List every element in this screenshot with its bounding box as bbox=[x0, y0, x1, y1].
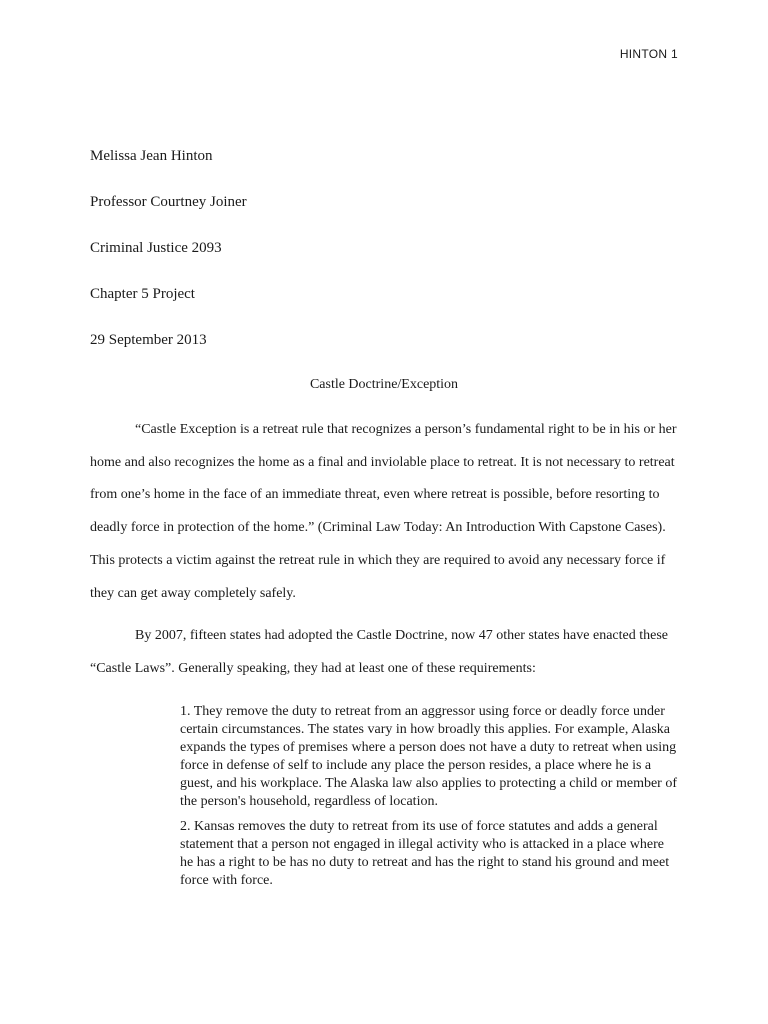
paper-title: Castle Doctrine/Exception bbox=[309, 377, 459, 392]
running-head: HINTON 1 bbox=[619, 47, 678, 61]
course-name: Criminal Justice 2093 bbox=[90, 240, 222, 256]
requirement-text-1: 1. They remove the duty to retreat from an aggressor using force or deadly force under certain circumstances. The states vary in how broadly this applies. For example, Alaska expands the types of premises where a person does not have a duty to retreat when using force in defense of self to include any place the person resides, a place where he is a guest, and his workplace. The Alaska law also applies to protecting a child or member of the person's household, regardless of location. bbox=[180, 704, 677, 809]
paper-date: 29 September 2013 bbox=[90, 332, 207, 348]
requirement-item-1 bbox=[180, 703, 680, 811]
requirement-text-2: 2. Kansas removes the duty to retreat from its use of force statutes and adds a general statement that a person not engaged in illegal activity who is attacked in a place where he has a right to be has no duty to retreat and has the right to stand his ground and meet force with force. bbox=[180, 819, 670, 888]
professor-name: Professor Courtney Joiner bbox=[90, 194, 247, 210]
body-paragraph-1-text: “Castle Exception is a retreat rule that recognizes a person’s fundamental right to be in his or her home and also recognizes the home as a final and inviolable place to retreat. It is not necessary to retreat from one’s home in the face of an immediate threat, even where retreat is possible, before resorting to deadly force in protection of the home.” (Criminal Law Today: An Introduction With Capstone Cases). This protects a victim against the retreat rule in which they are required to avoid any necessary force if they can get away completely safely. bbox=[90, 422, 677, 601]
assignment-name: Chapter 5 Project bbox=[90, 286, 195, 302]
requirement-item-2 bbox=[180, 818, 680, 890]
body-paragraph-2-text: By 2007, fifteen states had adopted the Castle Doctrine, now 47 other states have enacted these “Castle Laws”. Generally speaking, they had at least one of these requirements: bbox=[90, 628, 668, 676]
mla-heading bbox=[90, 146, 690, 376]
body-paragraph-2 bbox=[90, 620, 680, 685]
body-paragraph-1 bbox=[90, 414, 680, 610]
author-name: Melissa Jean Hinton bbox=[90, 148, 213, 164]
